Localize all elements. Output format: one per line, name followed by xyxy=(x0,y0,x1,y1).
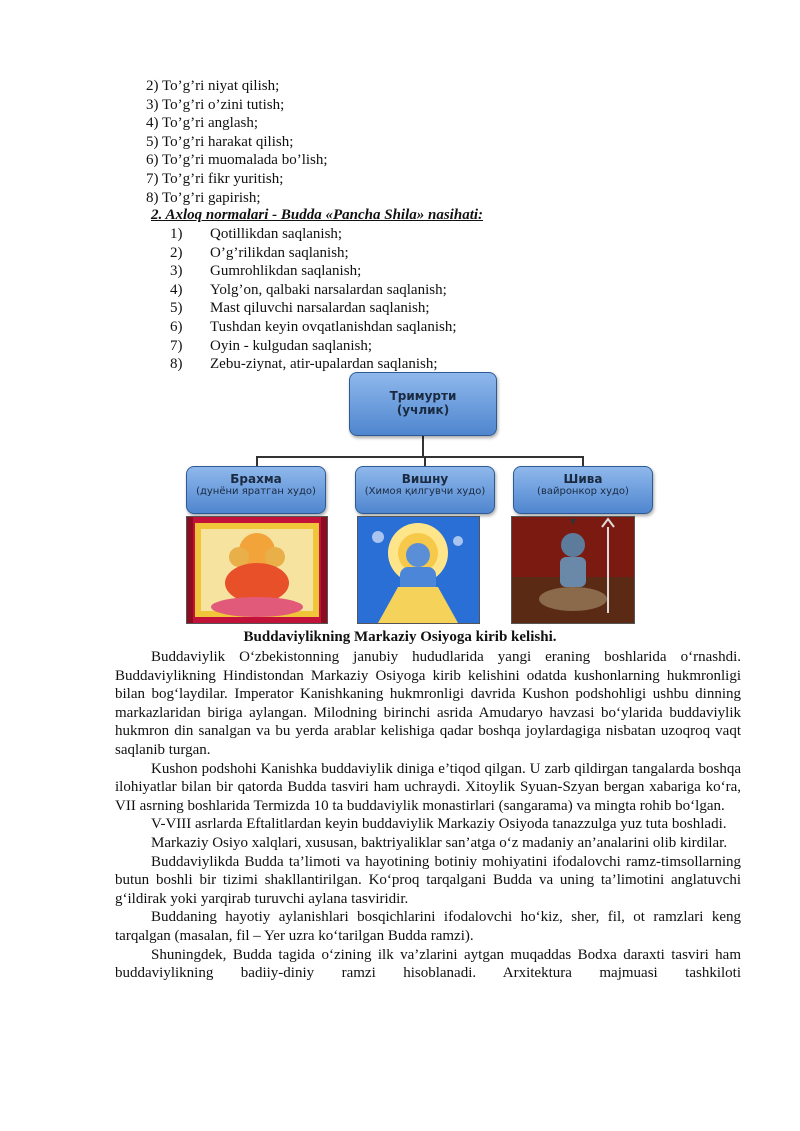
list-item: 2) To’g’ri niyat qilish; xyxy=(146,78,280,94)
pancha-shila-list xyxy=(170,225,457,374)
list-item xyxy=(170,225,457,244)
box-subtitle: (дунёни яратган худо) xyxy=(196,486,316,497)
item-number: 8) xyxy=(170,356,183,373)
paragraph: Kushon podshohi Kanishka buddaviylik diniga e’tiqod qilgan. U zarb qildirgan tangalarda boshqa ilohiyatlar bilan bir qatorda Budda tasviri ham uchraydi. Xitoylik Syuan-Szyan bergan xabariga ko‘ra, VII asrning boshlarida Termizda 10 ta buddaviylik monastirlari (sangarama) va mingta rohib bo‘lgan. xyxy=(115,760,741,814)
connector-line xyxy=(422,436,424,456)
list-item xyxy=(170,318,457,337)
item-number: 7) xyxy=(170,337,183,354)
paragraph: Buddaning hayotiy aylanishlari bosqichlarini ifodalovchi ho‘kiz, sher, fil, ot ramzlari keng tarqalgan (masalan, fil – Yer uzra ko‘tarilgan Budda ramzi). xyxy=(115,909,741,944)
paragraph: V-VIII asrlarda Eftalitlardan keyin buddaviylik Markaziy Osiyoda tanazzulga yuz tuta boshladi. xyxy=(151,816,727,833)
list-item: 6) To’g’ri muomalada bo’lish; xyxy=(146,152,328,169)
list-item xyxy=(170,244,457,263)
list-item: 4) To’g’ri anglash; xyxy=(146,115,258,132)
item-text: Gumrohlikdan saqlanish; xyxy=(210,263,362,280)
list-item: 8) To’g’ri gapirish; xyxy=(146,189,261,206)
item-text: Tushdan keyin ovqatlanishdan saqlanish; xyxy=(210,318,457,335)
item-text: Yolg’on, qalbaki narsalardan saqlanish; xyxy=(210,281,447,298)
item-number: 6) xyxy=(170,318,183,335)
box-title: Брахма xyxy=(230,472,282,486)
list-item: 7) To’g’ri fikr yuritish; xyxy=(146,170,284,187)
section-heading: 2. Axloq normalari - Budda «Pancha Shila» nasihati: xyxy=(151,207,484,223)
paragraph: Shuningdek, Budda tagida o‘zining ilk va’zlarini aytgan muqaddas Bodxa daraxti tasviri ham buddaviylikning badiiy-diniy ramzi hisoblanadi. Arxitektura majmuasi tashkiloti xyxy=(115,946,741,982)
paragraph: Buddaviylikda Budda ta’limoti va hayotining botiniy mohiyatini ifodalovchi ramz-timsollarning butun boshli bir tizimi shakllantirilgan. Ko‘proq tarqalgani Budda va uning ta’limotini anglatuvchi g‘ildirak yoki yarqirab turuvchi aylana tasviridir. xyxy=(115,853,741,907)
box-title: Вишну xyxy=(401,472,449,486)
trimurti-diagram xyxy=(180,372,650,624)
body-text xyxy=(115,648,741,983)
item-text: Qotillikdan saqlanish; xyxy=(210,226,343,242)
shiva-box xyxy=(513,466,653,514)
box-subtitle: (учлик) xyxy=(396,403,450,417)
item-number: 5) xyxy=(170,300,183,317)
connector-line xyxy=(256,456,584,458)
connector-line xyxy=(256,456,258,466)
brahma-image xyxy=(186,516,328,624)
paragraph: Buddaviylik O‘zbekistonning janubiy hududlarida yangi eraning boshlarida o‘rnashdi. Buddaviylikning Hindistondan Markaziy Osiyoga kirib kelishini odatda kushonlarning hukmronligi bilan bog‘laydilar. Imperator Kanishkaning hukmronligi davrida Kushon podshohligi ushbu dinning markazlaridan biriga aylangan. Milodning birinchi asrida Amudaryo havzasi bo‘ylarida buddaviylik hukmron din sanalgan va bu yerda arablar kelishiga qadar boshqa joylardagiga nisbatan uzoqroq vaqt saqlanib turgan. xyxy=(115,649,741,758)
vishnu-box xyxy=(355,466,495,514)
item-number: 4) xyxy=(170,281,183,298)
trimurti-box xyxy=(349,372,497,436)
item-number: 1) xyxy=(170,226,183,242)
list-item xyxy=(170,355,457,374)
list-item: 3) To’g’ri o’zini tutish; xyxy=(146,96,285,113)
item-text: Mast qiluvchi narsalardan saqlanish; xyxy=(210,300,430,317)
item-text: O’g’rilikdan saqlanish; xyxy=(210,244,349,261)
paragraph: Markaziy Osiyo xalqlari, xususan, baktriyaliklar san’atga o‘z madaniy an’analarini olib kirdilar. xyxy=(151,834,728,851)
connector-line xyxy=(424,456,426,466)
brahma-box xyxy=(186,466,326,514)
box-title: Шива xyxy=(563,472,603,486)
path-list xyxy=(146,77,328,207)
box-subtitle: (вайронкор худо) xyxy=(537,486,629,497)
box-subtitle: (Химоя қилгувчи худо) xyxy=(364,486,486,497)
item-text: Zebu-ziynat, atir-upalardan saqlanish; xyxy=(210,356,438,373)
list-item xyxy=(170,299,457,318)
list-item xyxy=(170,281,457,300)
list-item xyxy=(170,262,457,281)
shiva-image xyxy=(511,516,635,624)
item-number: 3) xyxy=(170,263,183,280)
section-title: Buddaviylikning Markaziy Osiyoga kirib kelishi. xyxy=(243,629,557,645)
box-title: Тримурти xyxy=(389,389,457,403)
item-number: 2) xyxy=(170,244,183,261)
list-item: 5) To’g’ri harakat qilish; xyxy=(146,133,294,150)
vishnu-image xyxy=(357,516,480,624)
list-item xyxy=(170,337,457,356)
connector-line xyxy=(582,456,584,466)
item-text: Oyin - kulgudan saqlanish; xyxy=(210,337,373,354)
